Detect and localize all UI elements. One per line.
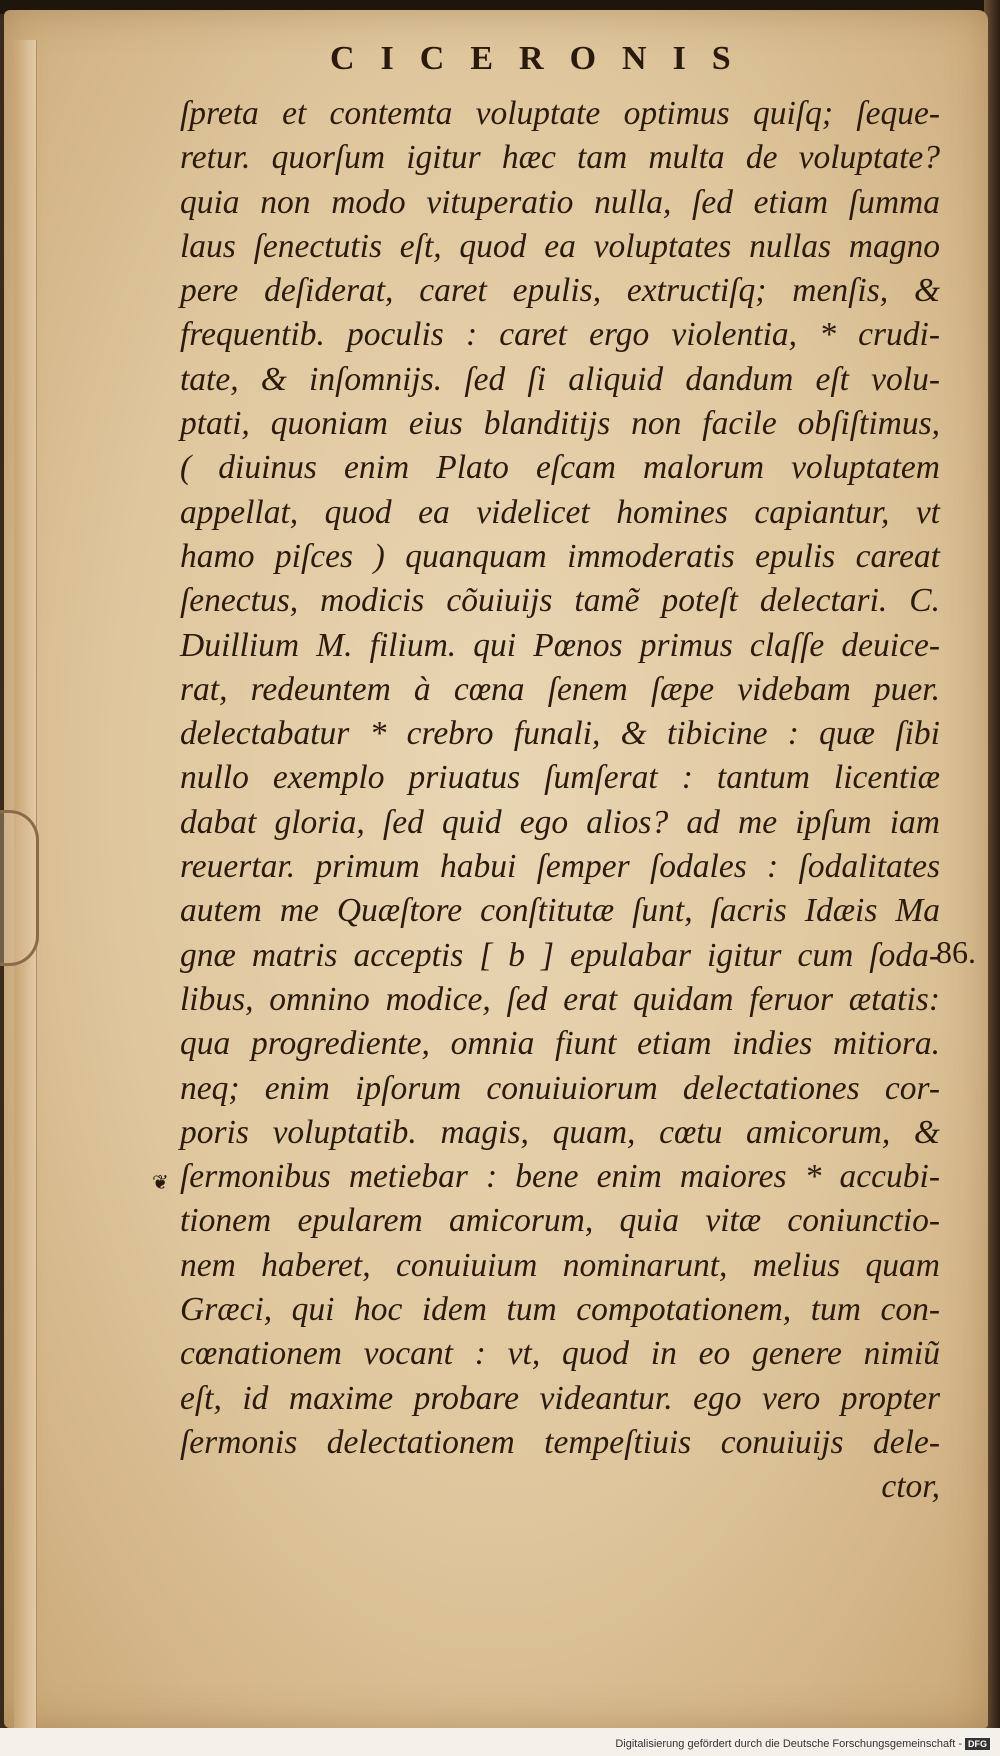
text-line: tionem epularem amicorum, quia vitæ coniunctio- <box>180 1202 940 1240</box>
text-line: qua progrediente, omnia fiunt etiam indies mitiora. <box>180 1025 940 1063</box>
text-line: cœnationem vocant : vt, quod in eo genere nimiũ <box>180 1335 940 1373</box>
text-line: hamo piſces ) quanquam immoderatis epulis careat <box>180 537 940 575</box>
text-line: delectabatur * crebro funali, & tibicine : quæ ſibi <box>180 715 940 753</box>
credit-text: Digitalisierung gefördert durch die Deutsche Forschungsgemeinschaft - <box>615 1738 962 1750</box>
book-clasp <box>0 810 39 966</box>
text-line: neq; enim ipſorum conuiuiorum delectationes cor- <box>180 1069 940 1107</box>
text-line: reuertar. primum habui ſemper ſodales : ſodalitates <box>180 848 940 886</box>
text-line: Græci, qui hoc idem tum compotationem, tum con- <box>180 1291 940 1329</box>
marginal-mark: ❦ <box>152 1172 169 1194</box>
text-line: ( diuinus enim Plato eſcam malorum voluptatem <box>180 449 940 487</box>
text-line: libus, omnino modice, ſed erat quidam feruor ætatis: <box>180 980 940 1018</box>
page-number-margin: 86. <box>936 934 976 970</box>
text-line: ſpreta et contemta voluptate optimus quiſq; ſeque- <box>180 95 940 132</box>
text-line: laus ſenectutis eſt, quod ea voluptates nullas magno <box>180 227 940 265</box>
text-line: quia non modo vituperatio nulla, ſed etiam ſumma <box>180 183 940 221</box>
dfg-logo: DFG <box>965 1738 990 1750</box>
text-line: frequentib. poculis : caret ergo violentia, * crudi- <box>180 316 940 354</box>
text-line: retur. quorſum igitur hæc tam multa de voluptate? <box>180 139 940 177</box>
text-line: eſt, id maxime probare videantur. ego vero propter <box>180 1379 940 1417</box>
text-line: appellat, quod ea videlicet homines capiantur, vt <box>180 493 940 531</box>
text-line: nullo exemplo priuatus ſumſerat : tantum licentiæ <box>180 759 940 797</box>
text-line: tate, & inſomnijs. ſed ſi aliquid dandum eſt volu- <box>180 360 940 398</box>
text-line: rat, redeuntem à cœna ſenem ſæpe videbam puer. <box>180 670 940 708</box>
text-line: ſermonis delectationem tempeſtiuis conuiuijs dele- <box>180 1423 940 1461</box>
text-line: poris voluptatib. magis, quam, cœtu amicorum, & <box>180 1113 940 1151</box>
text-line: ſenectus, modicis cõuiuijs tamẽ poteſt delectari. C. <box>180 582 940 620</box>
text-line: ptati, quoniam eius blanditijs non facile obſiſtimus, <box>180 405 940 443</box>
digitization-credit <box>615 1738 990 1750</box>
text-line: Duillium M. filium. qui Pœnos primus claſſe deuice- <box>180 626 940 664</box>
text-line: gnæ matris acceptis [ b ] epulabar igitur cum ſoda- <box>180 936 940 974</box>
body-text <box>180 92 940 1510</box>
running-title: CICERONIS <box>330 40 757 77</box>
text-line: pere deſiderat, caret epulis, extructiſq; menſis, & <box>180 272 940 310</box>
text-line: dabat gloria, ſed quid ego alios? ad me ipſum iam <box>180 803 940 841</box>
text-line: nem haberet, conuiuium nominarunt, melius quam <box>180 1246 940 1284</box>
text-line: ſermonibus metiebar : bene enim maiores * accubi- <box>180 1158 940 1196</box>
text-line: ctor, <box>881 1468 940 1506</box>
text-line: autem me Quæſtore conſtitutæ ſunt, ſacris Idæis Ma <box>180 892 940 930</box>
